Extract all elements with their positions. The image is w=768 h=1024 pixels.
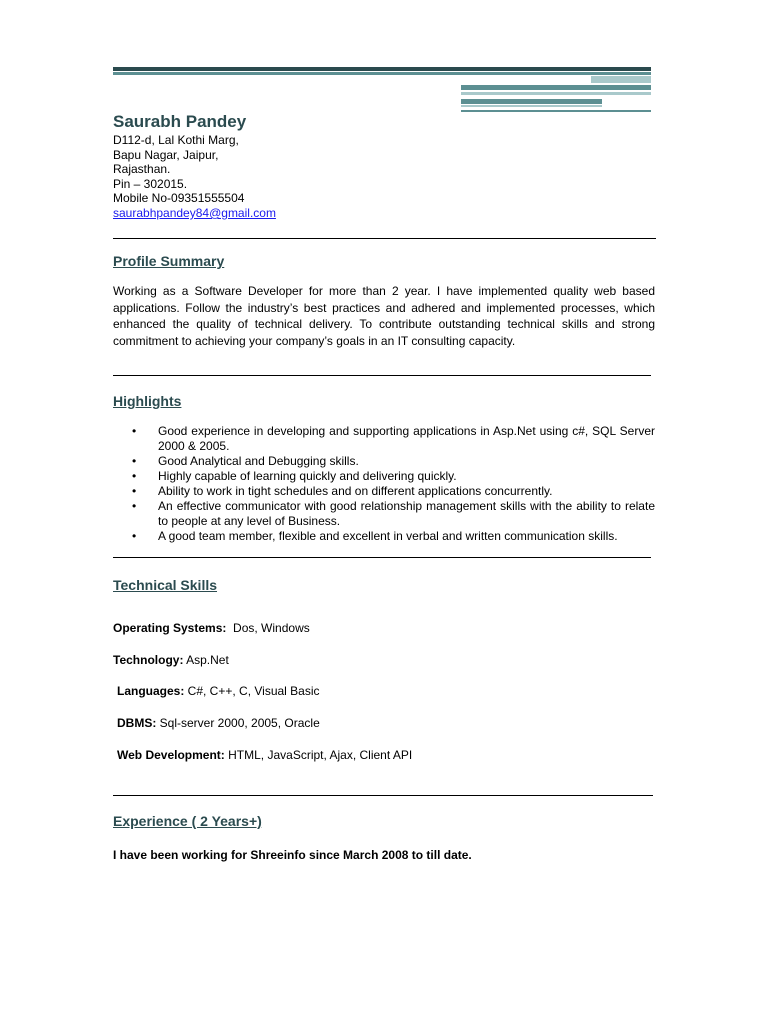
skill-label: Technology: [113,653,184,667]
header-bar-4 [461,85,651,90]
bullet-icon: • [132,484,137,498]
skill-value: Sql-server 2000, 2005, Oracle [156,716,320,730]
skill-languages [117,684,320,698]
highlights-list [113,424,655,544]
list-item: • Good experience in developing and supporting applications in Asp.Net using c#, SQL Server 2000 & 2005. [132,424,655,453]
bullet-icon: • [132,454,137,468]
candidate-name: Saurabh Pandey [113,112,247,131]
skill-label: Languages: [117,684,185,698]
header-bar-7 [461,105,602,107]
header-bar-8 [461,110,651,112]
email-link[interactable]: saurabhpandey84@gmail.com [113,205,276,220]
divider-2 [113,375,651,376]
header-bar-2 [113,72,651,75]
technical-skills-heading: Technical Skills [113,577,218,593]
skill-value: C#, C++, C, Visual Basic [184,684,320,698]
address-line-2: Bapu Nagar, Jaipur, [113,147,219,162]
divider-4 [113,795,653,796]
skill-value: Dos, Windows [226,621,310,635]
skill-value: HTML, JavaScript, Ajax, Client API [224,748,413,762]
list-item: • An effective communicator with good relationship management skills with the ability to relate to people at any level of Business. [132,499,655,528]
contact-block [113,133,276,221]
list-item: • Ability to work in tight schedules and on different applications concurrently. [132,484,553,498]
skill-web-development [117,748,412,762]
skill-dbms [117,716,320,730]
skill-label: DBMS: [117,716,157,730]
address-line-4: Pin – 302015. [113,176,188,191]
divider-1 [113,238,656,239]
header-bar-3 [591,76,651,83]
experience-heading: Experience ( 2 Years+) [113,813,262,829]
skill-value: Asp.Net [183,653,229,667]
skill-label: Web Development: [117,748,225,762]
address-line-3: Rajasthan. [113,162,171,177]
bullet-icon: • [132,424,137,438]
profile-summary-heading: Profile Summary [113,253,225,269]
list-item: • Highly capable of learning quickly and delivering quickly. [132,469,457,483]
header-bar-5 [461,92,651,95]
bullet-icon: • [132,469,137,483]
profile-summary-text: Working as a Software Developer for more than 2 year. I have implemented quality web based applications. Follow the industry’s best practices and adhered and implemented processes, which enhanced the quality of technical delivery. To contribute outstanding technical skills and strong commitment to achieving your company’s goals in an IT consulting capacity. [113,284,655,348]
list-item: • Good Analytical and Debugging skills. [132,454,359,468]
skill-label: Operating Systems: [113,621,227,635]
highlights-heading: Highlights [113,393,182,409]
header-bar-6 [461,99,602,104]
experience-text: I have been working for Shreeinfo since March 2008 to till date. [113,848,472,862]
skill-operating-systems [113,621,310,635]
header-bar-top [113,67,651,71]
bullet-icon: • [132,499,137,513]
skill-technology [113,653,229,667]
bullet-icon: • [132,529,137,543]
list-item: • A good team member, flexible and excellent in verbal and written communication skills. [132,529,618,543]
mobile-number: Mobile No-09351555504 [113,191,245,206]
address-line-1: D112-d, Lal Kothi Marg, [113,133,239,147]
divider-3 [113,557,651,558]
